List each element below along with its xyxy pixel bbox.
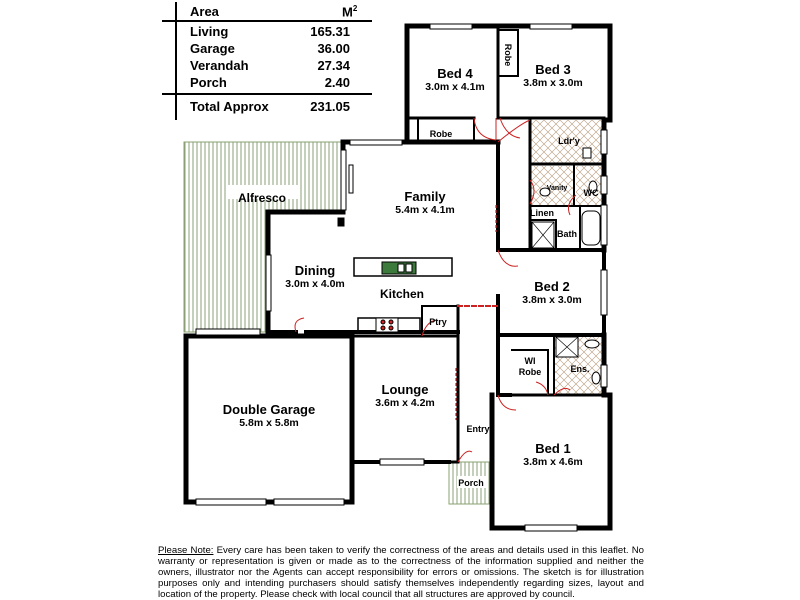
area-row-label: Living: [190, 24, 229, 39]
area-row-value: 165.31: [310, 24, 350, 39]
room-name: Dining: [294, 263, 336, 278]
vanity-label: Vanity: [546, 185, 568, 192]
wi-robe-label-line2: Robe: [518, 367, 542, 377]
room-name: Family: [404, 189, 446, 204]
sink-bowl-right: [406, 264, 412, 272]
garage-door-right: [274, 499, 344, 505]
room-dimensions: 3.8m x 3.0m: [523, 77, 583, 89]
window-bed4: [430, 24, 472, 29]
door-wi-robe: [536, 382, 548, 395]
room-name: Double Garage: [222, 402, 316, 417]
bathtub: [582, 211, 600, 245]
area-total-value: 231.05: [310, 99, 350, 114]
room-family-label: [395, 189, 455, 216]
room-garage-label: [223, 402, 315, 429]
window-ensuite: [601, 365, 607, 387]
wi-robe-label-line1: WI: [524, 356, 536, 366]
room-dimensions: 3.8m x 3.0m: [522, 294, 582, 306]
room-dimensions: 3.8m x 4.6m: [523, 456, 583, 468]
pantry-label: Ptry: [429, 317, 447, 327]
area-row-label: Garage: [190, 41, 235, 56]
door-entry: [458, 451, 472, 462]
room-dimensions: 5.4m x 4.1m: [395, 204, 455, 216]
door-dining: [295, 318, 304, 332]
window-family: [350, 140, 402, 145]
robe-vertical-label: Robe: [503, 43, 513, 67]
area-total-label: Total Approx: [190, 99, 269, 114]
cooktop: [376, 318, 398, 332]
window-laundry: [601, 130, 607, 154]
window-wc: [601, 176, 607, 194]
burner-icon: [389, 326, 393, 330]
laundry-trough: [583, 148, 591, 158]
room-dining-label: [285, 263, 345, 290]
room-dimensions: 3.0m x 4.1m: [425, 81, 485, 93]
room-bed4-label: [425, 66, 485, 93]
garage-door-left: [196, 499, 266, 505]
room-name: Bed 3: [535, 62, 571, 77]
door-bed1: [498, 395, 516, 410]
area-row-value: 36.00: [317, 41, 350, 56]
area-header-label: Area: [190, 4, 219, 19]
entry-label: Entry: [466, 424, 490, 434]
room-lounge-label: [375, 382, 435, 409]
door-bed2: [498, 250, 518, 266]
ensuite-toilet: [592, 372, 600, 384]
wall-bath: [556, 206, 580, 250]
note-title: Please Note:: [158, 545, 214, 556]
alfresco-label: Alfresco: [237, 191, 287, 205]
alfresco-hatch: [184, 142, 343, 332]
wc-label: WC: [583, 188, 599, 198]
bath-label: Bath: [557, 229, 577, 239]
area-header-unit: $M^2$: [342, 4, 358, 20]
window-alfresco: [341, 150, 346, 210]
note-text: Every care has been taken to verify the correctness of the areas and details used in this leaflet. No warranty or representation is given or made as to the correctness of the information supplied and neither the owners, illustrator nor the Agents can accept responsibility for errors or omissions. The sketch is for illustration purposes only and intending purchasers should satisfy themselves independently regarding sizes, layout and location of the property. Please check with local council that all structures are approved by council.: [158, 545, 644, 600]
area-row-value: 27.34: [317, 58, 350, 73]
room-bed1-label: [523, 441, 583, 468]
window-lounge: [380, 459, 424, 465]
room-name: Bed 2: [534, 279, 570, 294]
wall-entry-west: [449, 306, 458, 462]
area-row-label: Verandah: [190, 58, 249, 73]
room-name: Lounge: [381, 382, 429, 397]
burner-icon: [389, 320, 393, 324]
room-name: Bed 1: [535, 441, 571, 456]
wall-wet-west: [498, 120, 530, 250]
porch-label: Porch: [458, 478, 484, 488]
laundry-label: Ldr'y: [558, 136, 580, 146]
ensuite-basin: [585, 340, 599, 348]
burner-icon: [381, 320, 385, 324]
burner-icon: [381, 326, 385, 330]
window-bed3: [530, 24, 572, 29]
room-dimensions: 3.0m x 4.0m: [285, 278, 345, 290]
linen-label: Linen: [530, 208, 554, 218]
ensuite-label: Ens.: [570, 364, 590, 374]
column: [338, 218, 344, 226]
window-bath: [601, 205, 607, 245]
area-row-value: 2.40: [324, 75, 350, 90]
window-bed2: [601, 270, 607, 315]
door-laundry: [498, 120, 530, 142]
room-name: Bed 4: [437, 66, 473, 81]
door-bed4: [474, 118, 496, 140]
disclaimer-note: [158, 545, 644, 600]
sink-bowl-left: [398, 264, 404, 272]
wall-bed1-wiw-west: [498, 335, 510, 395]
window-dining-south: [196, 329, 260, 335]
room-bed3-label: [523, 62, 583, 89]
window-dining: [266, 255, 271, 311]
room-dimensions: 5.8m x 5.8m: [239, 417, 299, 429]
window-bed1: [525, 525, 577, 531]
robe-label: Robe: [429, 129, 453, 139]
room-dimensions: 3.6m x 4.2m: [375, 397, 435, 409]
room-bed2-label: [522, 279, 582, 306]
window-family-side: [349, 165, 353, 193]
kitchen-label: Kitchen: [379, 287, 425, 301]
area-row-label: Porch: [190, 75, 227, 90]
